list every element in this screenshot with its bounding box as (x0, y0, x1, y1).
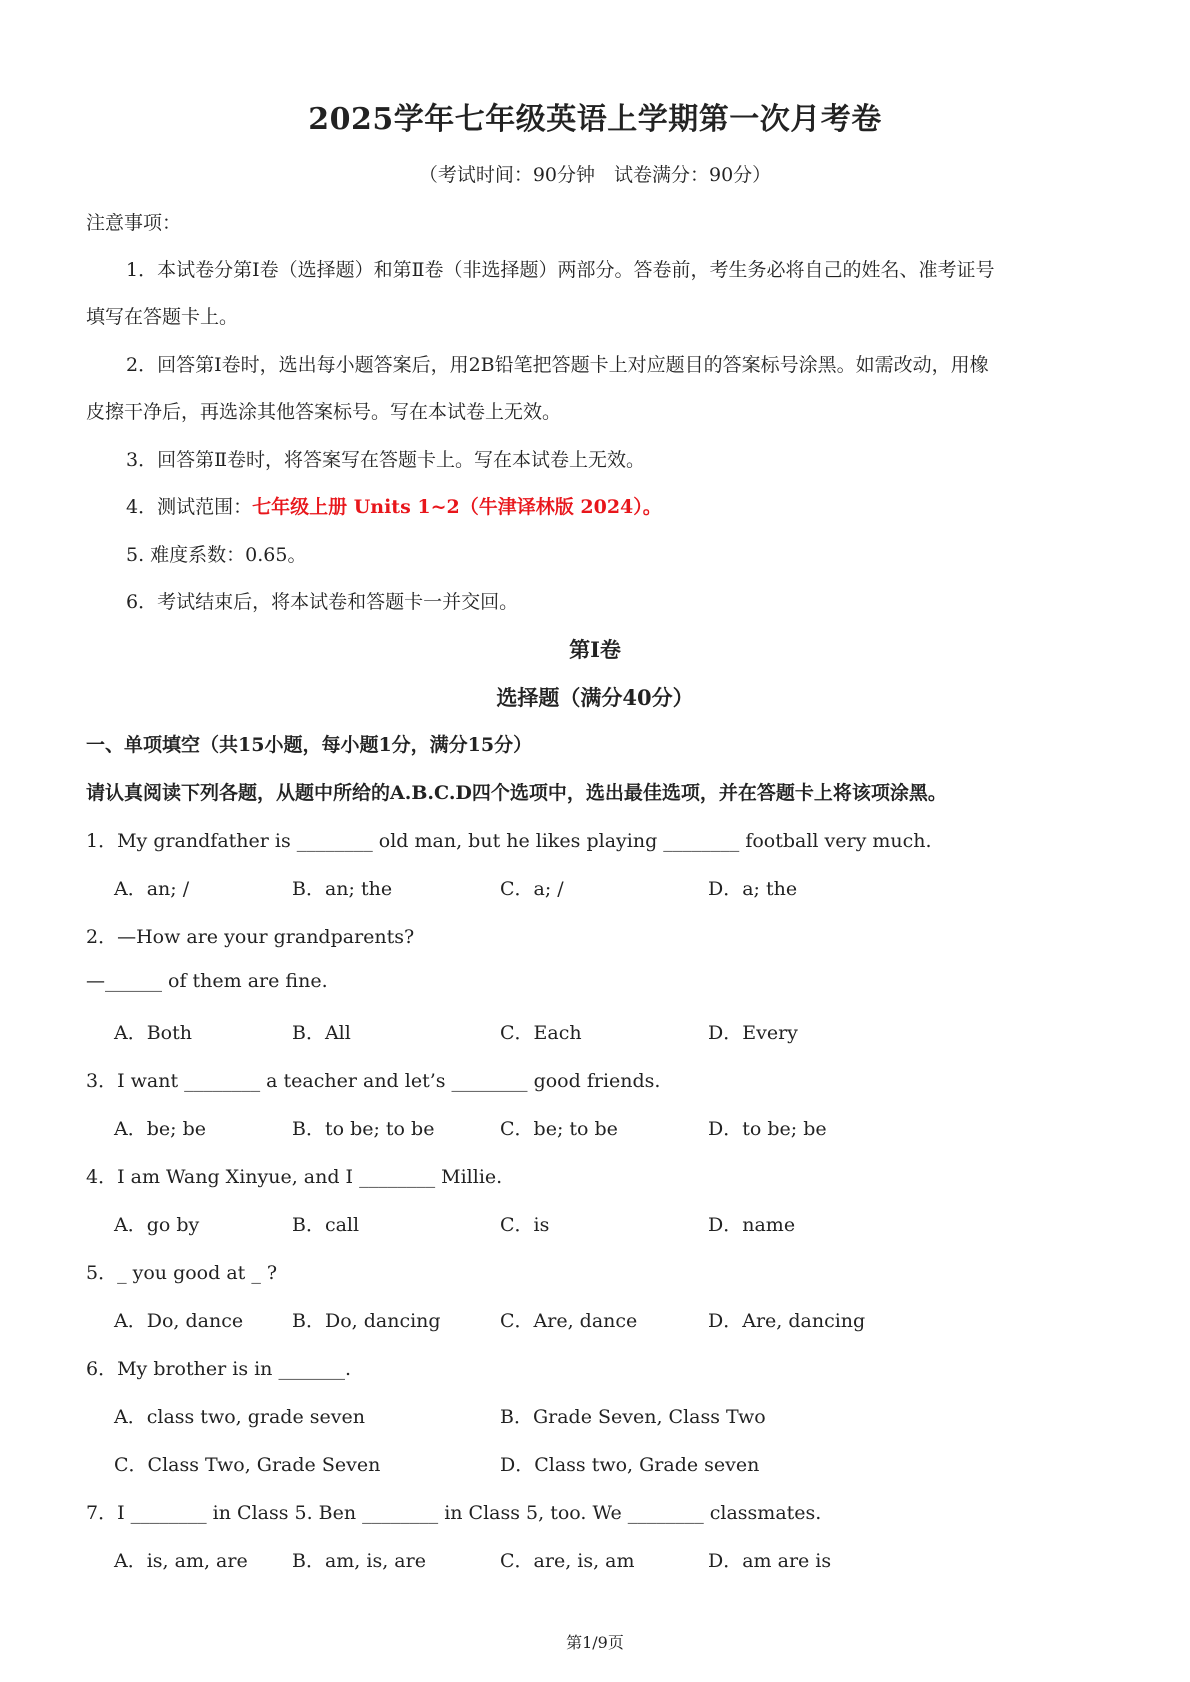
question-2-option-a: A．Both (114, 1022, 192, 1044)
question-1-option-c: C．a; / (500, 878, 564, 900)
question-6-stem: 6．My brother is in _______. (86, 1358, 351, 1380)
question-1-option-d: D．a; the (708, 878, 798, 900)
question-2-option-b: B．All (292, 1022, 351, 1044)
notice-item-5: 5. 难度系数：0.65。 (126, 544, 307, 566)
question-7-option-b: B．am, is, are (292, 1550, 426, 1572)
part1-heading: 一、单项填空（共15小题，每小题1分，满分15分） (86, 734, 533, 756)
question-3-option-c: C．be; to be (500, 1118, 618, 1140)
question-5-option-a: A．Do, dance (114, 1310, 244, 1332)
question-3-stem: 3．I want ________ a teacher and let’s ________ good friends. (86, 1070, 661, 1092)
question-7-option-a: A．is, am, are (114, 1550, 248, 1572)
question-3-option-b: B．to be; to be (292, 1118, 435, 1140)
question-7-stem: 7．I ________ in Class 5. Ben ________ in Class 5, too. We ________ classmates. (86, 1502, 822, 1524)
question-4-option-a: A．go by (114, 1214, 200, 1236)
question-6-option-a: A．class two, grade seven (114, 1406, 365, 1428)
volume-heading: 第Ⅰ卷 (569, 637, 621, 662)
test-scope: 七年级上册 Units 1~2（牛津译林版 2024）。 (252, 496, 662, 518)
question-1-stem: 1．My grandfather is ________ old man, but he likes playing ________ football very much. (86, 830, 932, 852)
question-4-option-b: B．call (292, 1214, 360, 1236)
question-5-option-b: B．Do, dancing (292, 1310, 441, 1332)
section-title: 选择题（满分40分） (496, 685, 694, 710)
notice-item-4 (126, 492, 662, 519)
notice-item-1-line-2: 填写在答题卡上。 (86, 306, 239, 328)
page-number: 第1/9页 (566, 1633, 624, 1652)
exam-title: 2025学年七年级英语上学期第一次月考卷 (308, 102, 882, 137)
question-2-stem: 2．—How are your grandparents? (86, 926, 415, 948)
question-5-option-d: D．Are, dancing (708, 1310, 866, 1332)
question-5-stem: 5．_ you good at _ ? (86, 1262, 278, 1284)
question-4-stem: 4．I am Wang Xinyue, and I ________ Millie. (86, 1166, 503, 1188)
question-2-option-d: D．Every (708, 1022, 798, 1044)
question-6-option-c: C．Class Two, Grade Seven (114, 1454, 381, 1476)
question-3-option-a: A．be; be (114, 1118, 206, 1140)
question-4-option-c: C．is (500, 1214, 550, 1236)
notice-heading: 注意事项： (86, 212, 182, 234)
part1-instruction: 请认真阅读下列各题，从题中所给的A.B.C.D四个选项中，选出最佳选项，并在答题卡上将该项涂黑。 (86, 782, 947, 804)
notice-item-4-prefix: 4．测试范围： (126, 496, 253, 518)
exam-subtitle: （考试时间：90分钟 试卷满分：90分） (418, 164, 772, 186)
question-2-stem-line-2: —______ of them are fine. (86, 970, 328, 992)
question-1-option-b: B．an; the (292, 878, 393, 900)
notice-item-3: 3．回答第Ⅱ卷时，将答案写在答题卡上。写在本试卷上无效。 (126, 449, 646, 471)
question-7-option-c: C．are, is, am (500, 1550, 635, 1572)
question-1-option-a: A．an; / (114, 878, 190, 900)
question-2-option-c: C．Each (500, 1022, 582, 1044)
question-3-option-d: D．to be; be (708, 1118, 827, 1140)
notice-item-6: 6．考试结束后，将本试卷和答题卡一并交回。 (126, 591, 519, 613)
question-4-option-d: D．name (708, 1214, 796, 1236)
question-5-option-c: C．Are, dance (500, 1310, 638, 1332)
question-6-option-b: B．Grade Seven, Class Two (500, 1406, 766, 1428)
notice-item-2-line-2: 皮擦干净后，再选涂其他答案标号。写在本试卷上无效。 (86, 401, 562, 423)
notice-item-2-line-1: 2．回答第Ⅰ卷时，选出每小题答案后，用2B铅笔把答题卡上对应题目的答案标号涂黑。如需改动，用橡 (126, 354, 989, 376)
notice-item-1-line-1: 1．本试卷分第Ⅰ卷（选择题）和第Ⅱ卷（非选择题）两部分。答卷前，考生务必将自己的姓名、准考证号 (126, 259, 995, 281)
question-7-option-d: D．am are is (708, 1550, 832, 1572)
question-6-option-d: D．Class two, Grade seven (500, 1454, 760, 1476)
